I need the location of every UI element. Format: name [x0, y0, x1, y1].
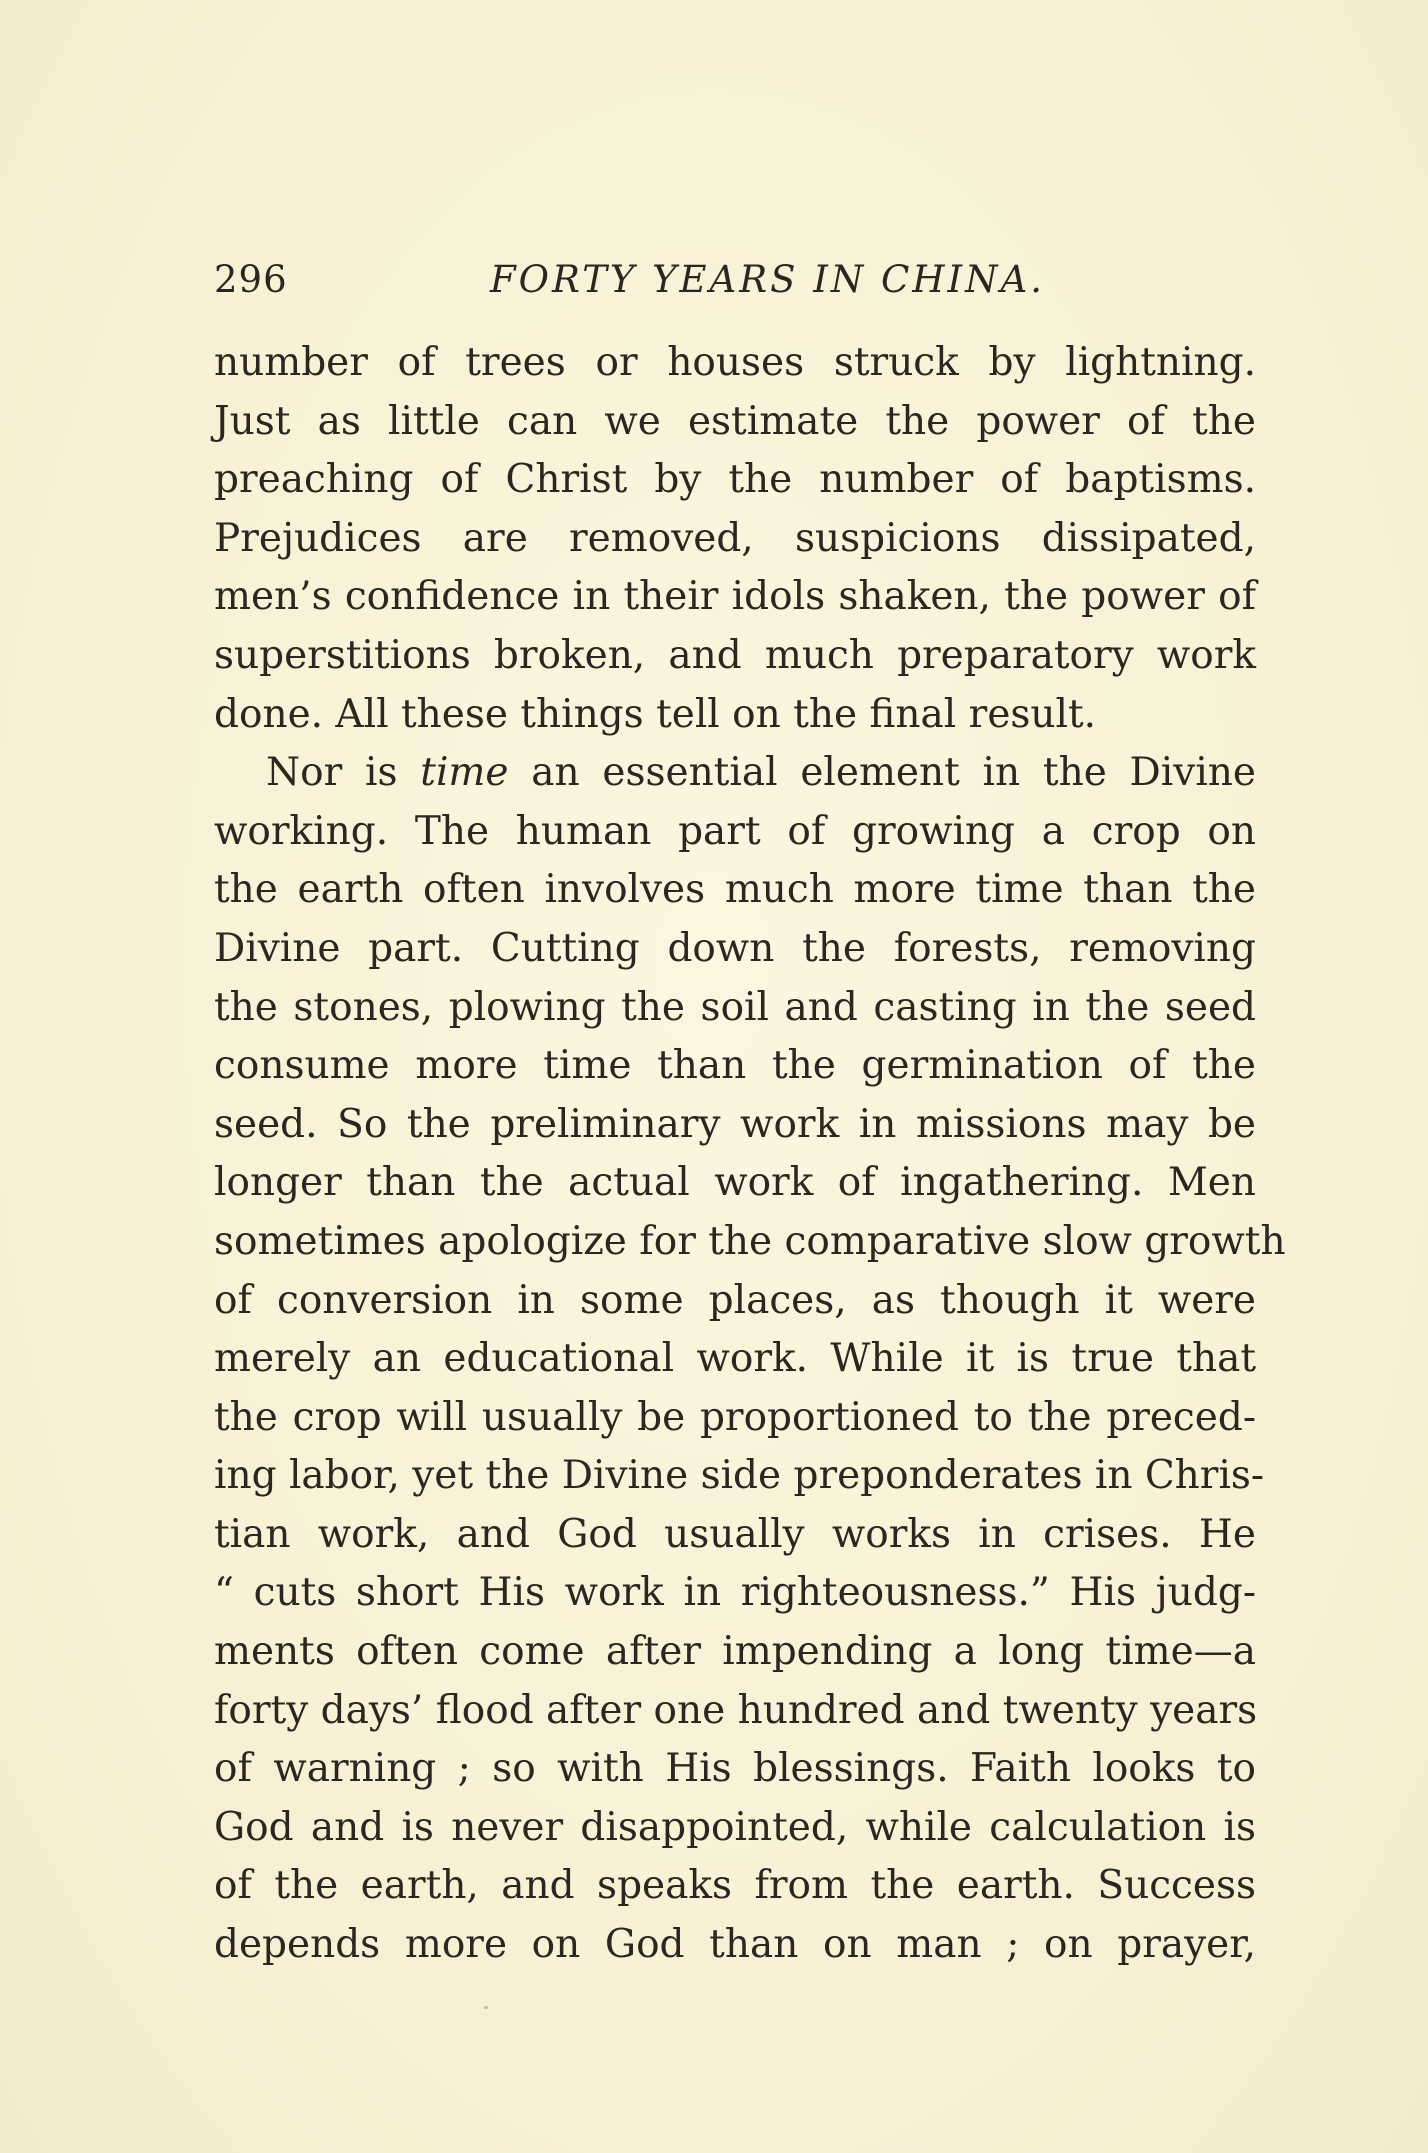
text-line: tian work, and God usually works in crises. He	[214, 1511, 1256, 1557]
text-line: longer than the actual work of ingathering. Men	[214, 1160, 1256, 1206]
text-span: Nor is	[266, 750, 398, 796]
text-line: Prejudices are removed, suspicions dissipated,	[214, 515, 1256, 561]
text-line: the stones, plowing the soil and casting in the seed	[214, 984, 1256, 1030]
italic-word: time	[420, 750, 509, 796]
text-line: “ cuts short His work in righteousness.” His judg-	[214, 1570, 1256, 1616]
text-line: done. All these things tell on the final result.	[214, 691, 1097, 737]
paper-speck	[484, 2006, 488, 2009]
text-line: Divine part. Cutting down the forests, removing	[214, 925, 1256, 971]
text-line: of the earth, and speaks from the earth. Success	[214, 1863, 1256, 1909]
text-line: Just as little can we estimate the power of the	[214, 398, 1256, 444]
text-line: sometimes apologize for the comparative slow growth	[214, 1218, 1286, 1264]
text-line: men’s confidence in their idols shaken, the power of	[214, 574, 1256, 620]
text-line: number of trees or houses struck by lightning.	[214, 340, 1256, 385]
page-header	[214, 258, 1214, 308]
text-span: an essential element in the Divine	[531, 750, 1256, 796]
body-text	[214, 334, 1286, 1975]
text-line: the crop will usually be proportioned to the preced-	[214, 1394, 1256, 1440]
text-line: the earth often involves much more time than the	[214, 867, 1256, 913]
text-line: depends more on God than on man ; on prayer,	[214, 1922, 1256, 1968]
text-line: superstitions broken, and much preparatory work	[214, 632, 1256, 678]
text-line: consume more time than the germination of the	[214, 1043, 1256, 1089]
text-line: forty days’ flood after one hundred and twenty years	[214, 1687, 1258, 1733]
running-title: FORTY YEARS IN CHINA.	[490, 258, 1046, 301]
text-line: God and is never disappointed, while calculation is	[214, 1804, 1256, 1850]
text-line: of conversion in some places, as though it were	[214, 1277, 1256, 1323]
text-line: working. The human part of growing a crop on	[214, 808, 1256, 854]
text-line: ments often come after impending a long time—a	[214, 1629, 1256, 1675]
page-number: 296	[214, 258, 288, 301]
text-line: merely an educational work. While it is true that	[214, 1336, 1256, 1382]
text-line: preaching of Christ by the number of baptisms.	[214, 457, 1256, 503]
text-line	[214, 744, 1256, 803]
text-line: seed. So the preliminary work in missions may be	[214, 1101, 1256, 1147]
text-line: ing labor, yet the Divine side preponderates in Chris-	[214, 1453, 1265, 1499]
text-line: of warning ; so with His blessings. Faith looks to	[214, 1746, 1256, 1792]
